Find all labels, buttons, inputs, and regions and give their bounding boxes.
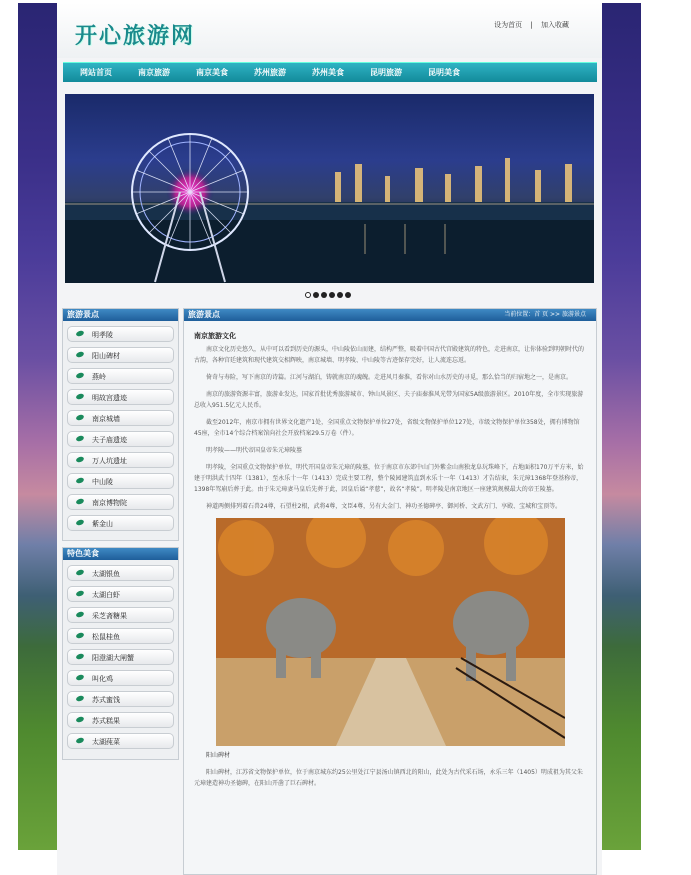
sidebar-item-food[interactable] xyxy=(67,649,174,665)
sidebar-item-food[interactable] xyxy=(67,670,174,686)
nav-item-kunming-travel[interactable]: 昆明旅游 xyxy=(370,68,402,77)
leaf-icon xyxy=(75,653,84,660)
food-box xyxy=(62,547,179,760)
leaf-icon xyxy=(75,477,84,484)
top-links-divider: | xyxy=(530,21,533,29)
sidebar-item-spot[interactable] xyxy=(67,431,174,447)
sidebar-item-label: 太湖白虾 xyxy=(92,591,120,599)
sidebar-item-label: 采芝斋糖果 xyxy=(92,612,127,620)
article-paragraph: 南京的旅游资源丰富，旅游业发达，国家首批优秀旅游城市、钟山风景区、夫子庙秦淮风光带为国家5A级旅游景区。2010年度，全市实现旅游总收入951.5亿元人民币。 xyxy=(194,391,584,409)
sidebar-item-spot[interactable] xyxy=(67,515,174,531)
leaf-icon xyxy=(75,611,84,618)
sidebar-item-label: 南京城墙 xyxy=(92,415,120,423)
leaf-icon xyxy=(75,590,84,597)
sidebar-item-label: 松鼠桂鱼 xyxy=(92,633,120,641)
sidebar-item-food[interactable] xyxy=(67,586,174,602)
sidebar-item-label: 中山陵 xyxy=(92,478,113,486)
article-paragraph: 明孝陵，全国重点文物保护单位，明代开国皇帝朱元璋的陵墓，位于南京市东郊中山门外紫金山南独龙阜玩珠峰下，占地面积170万平方米，始建于明洪武十四年（1381），至永乐十一年（1413）完成主要工程，整个陵园建筑直到永乐十一年（1413）才告结束，朱元璋1368年登基称帝，1398年驾崩后葬于此。由于朱元璋妻马皇后先葬于此，因皇后谥“孝慈”，故名“孝陵”。明孝陵是南京地区一座建筑规模最大的帝王陵墓。 xyxy=(194,464,584,493)
sidebar-item-food[interactable] xyxy=(67,733,174,749)
sidebar-item-label: 燕岭 xyxy=(92,373,106,381)
breadcrumb: 当前位置：首 页 >> 旅游景点 xyxy=(504,311,586,318)
header xyxy=(57,3,602,58)
leaf-icon xyxy=(75,435,84,442)
page-container xyxy=(57,3,602,875)
slider-dot-6[interactable] xyxy=(345,292,351,298)
spots-box xyxy=(62,308,179,541)
slider-dot-4[interactable] xyxy=(329,292,335,298)
sidebar-item-spot[interactable] xyxy=(67,368,174,384)
leaf-icon xyxy=(75,674,84,681)
leaf-icon xyxy=(75,737,84,744)
sidebar-item-label: 叫化鸡 xyxy=(92,675,113,683)
slider-dot-2[interactable] xyxy=(313,292,319,298)
leaf-icon xyxy=(75,569,84,576)
main-nav xyxy=(63,62,597,82)
article-heading: 南京旅游文化 xyxy=(194,332,236,340)
sidebar-item-label: 太湖银鱼 xyxy=(92,570,120,578)
sidebar-item-spot[interactable] xyxy=(67,410,174,426)
sidebar-item-spot[interactable] xyxy=(67,326,174,342)
slider-dot-1[interactable] xyxy=(305,292,311,298)
top-links xyxy=(491,20,572,30)
leaf-icon xyxy=(75,414,84,421)
article-paragraph: 截至2012年，南京市拥有世界文化遗产1处，全国重点文物保护单位27处，省级文物保护单位127处，市级文物保护单位358处，拥有博物馆45座，全市14个综合档案馆向社会开放档案29.5万卷（件）。 xyxy=(194,419,580,437)
sidebar-item-food[interactable] xyxy=(67,691,174,707)
leaf-icon xyxy=(75,351,84,358)
sidebar-item-label: 苏式糕果 xyxy=(92,717,120,725)
sidebar-item-label: 紫金山 xyxy=(92,520,113,528)
sidebar-item-label: 南京博物院 xyxy=(92,499,127,507)
sidebar-item-spot[interactable] xyxy=(67,347,174,363)
site-logo[interactable]: 开心旅游网 xyxy=(75,23,196,49)
sidebar-item-label: 夫子庙遗迹 xyxy=(92,436,127,444)
sidebar-food xyxy=(62,547,179,760)
sidebar-item-spot[interactable] xyxy=(67,452,174,468)
spots-title: 旅游景点 xyxy=(63,309,178,321)
banner-ferris-wheel-night-image xyxy=(65,94,594,283)
leaf-icon xyxy=(75,695,84,702)
banner-slide[interactable] xyxy=(65,94,594,283)
main-title-bar xyxy=(184,309,596,321)
article-paragraph: 倚奇与寿险，写下南京的诗篇。江河与湖泊，铸就南京的魂魄。走进风月秦淮，看你对山水历史的寻觅，那么恰当的归宿地之一，是南京。 xyxy=(206,374,573,381)
sidebar-item-label: 明孝陵 xyxy=(92,331,113,339)
nav-item-suzhou-travel[interactable]: 苏州旅游 xyxy=(254,68,286,77)
leaf-icon xyxy=(75,372,84,379)
sidebar-item-label: 阳澄湖大闸蟹 xyxy=(92,654,134,662)
nav-item-kunming-food[interactable]: 昆明美食 xyxy=(428,68,460,77)
stone-statues-autumn-photo xyxy=(216,518,565,746)
sidebar-item-spot[interactable] xyxy=(67,494,174,510)
article-paragraph: 明孝陵——明代帝国皇帝朱元璋陵墓 xyxy=(206,447,303,454)
slider-dot-5[interactable] xyxy=(337,292,343,298)
leaf-icon xyxy=(75,456,84,463)
sidebar-item-food[interactable] xyxy=(67,712,174,728)
leaf-icon xyxy=(75,330,84,337)
nav-item-nanjing-food[interactable]: 南京美食 xyxy=(196,68,228,77)
set-homepage-link[interactable]: 设为首页 xyxy=(494,21,523,29)
sidebar-item-label: 苏式蜜饯 xyxy=(92,696,120,704)
nav-item-nanjing-travel[interactable]: 南京旅游 xyxy=(138,68,170,77)
sidebar-spots xyxy=(62,308,179,541)
sidebar-item-label: 万人坑遗址 xyxy=(92,457,127,465)
sidebar-item-spot[interactable] xyxy=(67,389,174,405)
add-favorite-link[interactable]: 加入收藏 xyxy=(541,21,569,29)
sidebar-item-spot[interactable] xyxy=(67,473,174,489)
slider-dot-3[interactable] xyxy=(321,292,327,298)
main-title: 旅游景点 xyxy=(188,310,220,319)
leaf-icon xyxy=(75,393,84,400)
food-title: 特色美食 xyxy=(63,548,178,560)
sidebar-item-food[interactable] xyxy=(67,607,174,623)
article-paragraph: 阳山碑材，江苏省文物保护单位，位于南京城东约25公里处江宁县汤山镇西北的阳山，此处为古代采石场，永乐三年（1405）明成祖为其父朱元璋建造神功圣德碑，在阳山开凿了巨石碑材。 xyxy=(194,769,583,787)
article-paragraph: 南京文化历史悠久，从中可以看到历史的源头，中山陵依山而建，结构严整，吸着中国古代宫殿建筑的特色，走进南京，让你体验到明朝时代的古韵，各种宫廷建筑和现代建筑交相辉映，南京城墙、明孝陵、中山陵等古迹保存完好，让人流连忘返。 xyxy=(194,346,585,364)
article xyxy=(184,321,596,789)
sidebar-item-label: 阳山碑材 xyxy=(92,352,120,360)
leaf-icon xyxy=(75,716,84,723)
main-content xyxy=(183,308,597,875)
article-paragraph: 神道两侧排列着石兽24尊，石望柱2根，武将4尊，文臣4尊，另有大金门、神功圣德碑亭、御河桥、文武方门、享殿、宝城和宝顶等。 xyxy=(206,503,562,510)
sidebar-item-label: 明故宫遗迹 xyxy=(92,394,127,402)
nav-item-suzhou-food[interactable]: 苏州美食 xyxy=(312,68,344,77)
sidebar-item-food[interactable] xyxy=(67,628,174,644)
nav-item-home[interactable]: 网站首页 xyxy=(80,68,112,77)
photo-illustration xyxy=(216,518,565,746)
leaf-icon xyxy=(75,519,84,526)
leaf-icon xyxy=(75,498,84,505)
sidebar-item-food[interactable] xyxy=(67,565,174,581)
slider-dots xyxy=(304,292,352,300)
leaf-icon xyxy=(75,632,84,639)
photo-caption: 阳山碑材 xyxy=(206,752,231,759)
sidebar-item-label: 太湖莼菜 xyxy=(92,738,120,746)
